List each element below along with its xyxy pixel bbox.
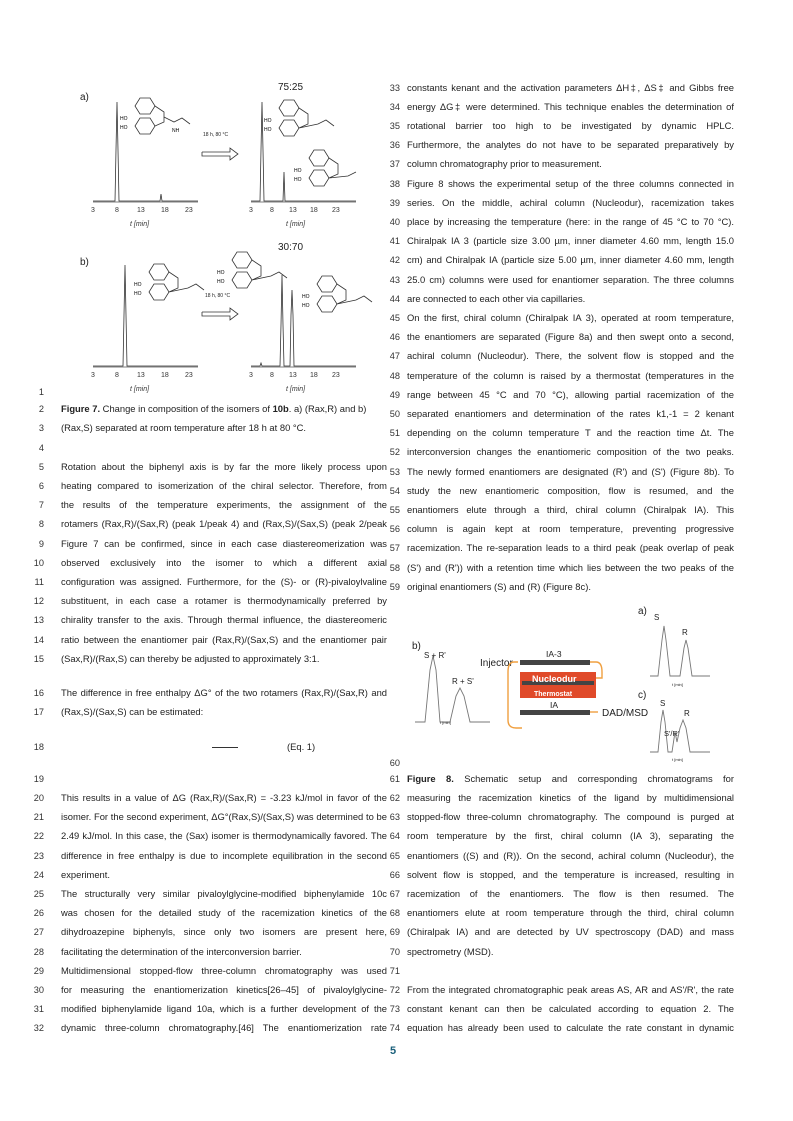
line-number: 48: [389, 371, 400, 381]
line-number: 21: [33, 812, 44, 822]
svg-text:HO: HO: [120, 116, 128, 122]
text-line: achiral column (Nucleodur). There, the solvent flow is stopped and the: [407, 350, 734, 361]
svg-text:HO: HO: [120, 125, 128, 131]
line-number: 54: [389, 486, 400, 496]
line-number: 44: [389, 294, 400, 304]
svg-text:HO: HO: [264, 127, 272, 133]
text-line: the results of the temperature experiments, the assignment of the: [61, 499, 387, 510]
ia-label: IA: [550, 700, 559, 710]
tick-label: 23: [185, 207, 193, 214]
text-line: heating compared to isomerization of the chiral selector. Therefore, from: [61, 480, 387, 491]
line-number: 19: [33, 774, 44, 784]
line-number: 45: [389, 313, 400, 323]
text-line: Chiralpak IA 3 (particle size 3.00 µm, inner diameter 4.60 mm, length 15.0: [407, 235, 734, 246]
line-number: 53: [389, 467, 400, 477]
svg-text:HO: HO: [217, 279, 225, 285]
fig8-peak-s: S: [654, 613, 660, 622]
line-number: 49: [389, 390, 400, 400]
text-line: place by increasing the temperature (here: in the range of 45 °C to 70 °C).: [407, 216, 734, 227]
line-number: 13: [33, 615, 44, 625]
line-number: 1: [38, 387, 44, 397]
figure-8-caption-line: enantiomers ((S) and (R)). On the second, achiral column (Nucleodur), the: [407, 850, 734, 861]
text-line: The structurally very similar pivaloylglycine-modified biphenylamide 10c: [61, 888, 387, 899]
line-number: 3: [38, 423, 44, 433]
line-number: 9: [38, 539, 44, 549]
text-line: series. On the middle, achiral column (Nucleodur), racemization takes: [407, 197, 734, 208]
line-number: 69: [389, 927, 400, 937]
text-line: was chosen for the detailed study of the racemization kinetics of the: [61, 907, 387, 918]
detector-label: DAD/MSD: [602, 708, 649, 719]
tick-label: 18: [310, 207, 318, 214]
text-line: (Rax,S)/(Sax,S) can be estimated:: [61, 706, 204, 717]
line-number: 47: [389, 351, 400, 361]
text-line: constants kenant and the activation parameters ΔH‡, ΔS‡ and Gibbs free: [407, 82, 734, 93]
x-axis-label: t [min]: [130, 221, 150, 228]
line-number: 40: [389, 217, 400, 227]
line-number: 22: [33, 831, 44, 841]
text-line: temperature of the column is raised by a thermostat (temperatures in the: [407, 370, 734, 381]
text-line: for measuring the enantiomerization kinetics[26–45] of pivaloylglycine-: [61, 984, 387, 995]
tick-label: 13: [289, 207, 297, 214]
equation-label: (Eq. 1): [287, 741, 316, 752]
line-number: 2: [38, 404, 44, 414]
tick-label: 13: [289, 372, 297, 379]
svg-text:HO: HO: [217, 270, 225, 276]
text-line: On the first, chiral column (Chiralpak IA 3), operated at room temperature,: [407, 312, 734, 323]
ia3-label: IA-3: [546, 649, 562, 659]
svg-text:HO: HO: [134, 282, 142, 288]
line-number: 27: [33, 927, 44, 937]
line-number: 10: [33, 558, 44, 568]
tick-label: 3: [249, 207, 253, 214]
fig8-label-a: a): [638, 606, 647, 617]
line-number: 63: [389, 812, 400, 822]
figure-7-label-a: a): [80, 92, 89, 103]
figure-8-caption-line: spectrometry (MSD).: [407, 946, 494, 957]
line-number: 67: [389, 889, 400, 899]
text-line: experiment.: [61, 869, 110, 880]
line-number: 36: [389, 140, 400, 150]
text-line: chirality transfer to the axis. Through thermal influence, the diastereomeric: [61, 614, 387, 625]
line-number: 33: [389, 83, 400, 93]
line-number: 17: [33, 707, 44, 717]
line-number: 70: [389, 947, 400, 957]
text-line: depending on the column temperature T and the reaction time Δt. The: [407, 427, 734, 438]
text-line: study the new enantiomeric composition, flow is resumed, and the: [407, 485, 734, 496]
line-number: 5: [38, 462, 44, 472]
svg-text:HO: HO: [264, 118, 272, 124]
line-number: 20: [33, 793, 44, 803]
text-line: Rotation about the biphenyl axis is by far the more likely process upon: [61, 461, 387, 472]
thermostat-label: Thermostat: [534, 691, 573, 698]
figure-8-caption-line: measuring the racemization kinetics of the ligand by multidimensional: [407, 792, 734, 803]
line-number: 72: [389, 985, 400, 995]
text-line: Figure 8 shows the experimental setup of the three columns connected in: [407, 178, 734, 189]
figure-7-label-b: b): [80, 257, 89, 268]
svg-text:HO: HO: [302, 303, 310, 309]
line-number: 23: [33, 851, 44, 861]
arrow-condition-a: 18 h, 80 °C: [203, 132, 229, 138]
figure-7-ratio-a: 75:25: [278, 82, 304, 93]
fig8-peak-r: R: [682, 628, 688, 637]
fig8-peak-s: S: [660, 699, 666, 708]
figure-8-caption-line: (Chiralpak IA) and are detected by UV spectroscopy (DAD) and mass: [407, 926, 734, 937]
text-line: facilitating the determination of the interconversion barrier.: [61, 946, 302, 957]
line-number: 15: [33, 654, 44, 664]
line-number: 16: [33, 688, 44, 698]
arrow-condition-b: 18 h, 80 °C: [205, 293, 231, 299]
text-line: racemization. The re-separation leads to a third peak (peak overlap of peak: [407, 542, 734, 553]
line-number: 73: [389, 1004, 400, 1014]
molecule-structure: [262, 94, 362, 204]
fig8-peak-s-r: S + R': [424, 651, 446, 660]
column-ia: [520, 710, 590, 715]
svg-text:HO: HO: [294, 177, 302, 183]
line-number: 62: [389, 793, 400, 803]
text-line: From the integrated chromatographic peak areas AS, AR and AS'/R', the rate: [407, 984, 734, 995]
tick-label: 23: [332, 207, 340, 214]
tick-label: 18: [161, 372, 169, 379]
column-ia3: [520, 660, 590, 665]
line-number: 26: [33, 908, 44, 918]
line-number: 50: [389, 409, 400, 419]
text-line: 25.0 cm) columns were used for enantiomer separation. The three columns: [407, 274, 734, 285]
text-line: Multidimensional stopped-flow three-column chromatography was used: [61, 965, 387, 976]
line-number: 61: [389, 774, 400, 784]
line-number: 6: [38, 481, 44, 491]
fig8-label-c: c): [638, 690, 647, 701]
line-number: 66: [389, 870, 400, 880]
text-line: constant kenant can then be calculated according to equation 2. The: [407, 1003, 734, 1014]
tick-label: 8: [270, 372, 274, 379]
text-line: (S') and (R')) with a retention time which lies between the two peaks of the: [407, 562, 734, 573]
text-line: range between 45 °C and 70 °C), allowing partial racemization of the: [407, 389, 734, 400]
text-line: dihydroazepine biphenyls, since only two isomers are present here,: [61, 926, 387, 937]
line-number: 51: [389, 428, 400, 438]
line-number: 65: [389, 851, 400, 861]
text-line: dynamic three-column chromatography.[46] The enantiomerization rate: [61, 1022, 387, 1033]
figure-8-caption-line: stopped-flow three-column chromatography. The compound is purged at: [407, 811, 734, 822]
line-number: 32: [33, 1023, 44, 1033]
fig8-peak-r-s: R + S': [452, 677, 474, 686]
line-number: 59: [389, 582, 400, 592]
text-line: original enantiomers (S) and (R) (Figure 8c).: [407, 581, 591, 592]
tick-label: 23: [185, 372, 193, 379]
figure-7-caption-line: (Rax,S) separated at room temperature after 18 h at 80 °C.: [61, 422, 307, 433]
text-line: column chromatography prior to measurement.: [407, 158, 602, 169]
x-axis-label: t [min]: [286, 386, 306, 393]
text-line: rotational barrier too high to be investigated by dynamic HPLC.: [407, 120, 734, 131]
figure-8-caption-line: racemization of the enantiomers. The flow is then resumed. The: [407, 888, 734, 899]
line-number: 7: [38, 500, 44, 510]
figure-7-caption-line: Figure 7. Change in composition of the isomers of 10b. a) (Rax,R) and b): [61, 403, 367, 414]
molecule-structure: [118, 92, 198, 152]
text-line: This results in a value of ΔG (Rax,R)/(Sax,R) = -3.23 kJ/mol in favor of the: [61, 792, 387, 803]
figure-8-caption-line: Figure 8. Schematic setup and corresponding chromatograms for: [407, 773, 734, 784]
figure-8-schematic: [410, 600, 730, 770]
figure-7-ratio-b: 30:70: [278, 242, 304, 253]
svg-text:HO: HO: [302, 294, 310, 300]
text-line: ratio between the enantiomer pair (Rax,R)/(Sax,S) and the enantiomer pair: [61, 634, 387, 645]
text-line: cm) and Chiralpak IA (particle size 5.00 µm, inner diameter 4.60 mm, length: [407, 254, 734, 265]
line-number: 38: [389, 179, 400, 189]
line-number: 42: [389, 255, 400, 265]
line-number: 35: [389, 121, 400, 131]
tick-label: 23: [332, 372, 340, 379]
tick-label: 3: [91, 207, 95, 214]
injector-label: Injector: [480, 658, 513, 669]
figure-8-caption-line: room temperature by the first, chiral column (IA 3), separating the: [407, 830, 734, 841]
x-axis-label: t [min]: [286, 221, 306, 228]
text-line: interconversion changes the enantiomeric composition of the two peaks.: [407, 446, 734, 457]
line-number: 74: [389, 1023, 400, 1033]
line-number: 24: [33, 870, 44, 880]
text-line: energy ΔG‡ were determined. This technique enables the determination of: [407, 101, 734, 112]
line-number: 8: [38, 519, 44, 529]
text-line: separated enantiomers and determination of the rates k1,-1 = 2 kenant: [407, 408, 734, 419]
tick-label: 18: [310, 372, 318, 379]
fig8-tmin: t [min]: [672, 682, 683, 687]
text-line: equation has already been used to calculate the rate constant in dynamic: [407, 1022, 734, 1033]
tick-label: 3: [91, 372, 95, 379]
fig8-tmin: t [min]: [672, 757, 683, 762]
text-line: column is again kept at room temperature, preventing progressive: [407, 523, 734, 534]
fig8-label-b: b): [412, 641, 421, 652]
text-line: modified biphenylamide ligand 10a, which is a further development of the: [61, 1003, 387, 1014]
tick-label: 8: [115, 207, 119, 214]
text-line: rotamers (Rax,R)/(Sax,R) (peak 1/peak 4) and (Rax,S)/(Sax,S) (peak 2/peak: [61, 518, 387, 529]
line-number: 46: [389, 332, 400, 342]
line-number: 71: [389, 966, 400, 976]
x-axis-label: t [min]: [130, 386, 150, 393]
molecule-structure: [132, 258, 212, 308]
reaction-arrow: [200, 142, 240, 164]
text-line: substituent, in each case a rotamer is thermodynamically preferred by: [61, 595, 387, 606]
line-number: 28: [33, 947, 44, 957]
line-number: 34: [389, 102, 400, 112]
svg-text:NH: NH: [172, 128, 180, 134]
svg-text:HO: HO: [294, 168, 302, 174]
figure-8-caption-line: enantiomers elute at room temperature through the third, chiral column: [407, 907, 734, 918]
line-number: 64: [389, 831, 400, 841]
svg-text:HO: HO: [134, 291, 142, 297]
line-number: 60: [389, 758, 400, 768]
line-number: 43: [389, 275, 400, 285]
figure-8-caption-line: solvent flow is stopped, and the temperature is increased, resulting in: [407, 869, 734, 880]
text-line: Figure 7 can be confirmed, since in each case diastereomerization was: [61, 538, 387, 549]
fig8-peak-r: R: [684, 709, 690, 718]
line-number: 55: [389, 505, 400, 515]
line-number: 29: [33, 966, 44, 976]
text-line: Furthermore, the analytes do not have to be separated preparatively by: [407, 139, 734, 150]
fig8-tmin: t [min]: [440, 720, 451, 725]
text-line: are connected to each other via capillaries.: [407, 293, 586, 304]
line-number: 39: [389, 198, 400, 208]
line-number: 52: [389, 447, 400, 457]
tick-label: 8: [115, 372, 119, 379]
tick-label: 13: [137, 207, 145, 214]
text-line: difference in free enthalpy is due to incomplete equilibration in the second: [61, 850, 387, 861]
line-number: 25: [33, 889, 44, 899]
text-line: isomer. For the second experiment, ΔG°(Rax,S)/(Sax,S) was determined to be: [61, 811, 387, 822]
line-number: 30: [33, 985, 44, 995]
text-line: configuration was assigned. Furthermore, for the (S)- or (R)-pivaloylvaline: [61, 576, 387, 587]
molecule-structure: [300, 270, 380, 320]
line-number: 18: [33, 742, 44, 752]
text-line: (Sax,R)/(Rax,S) can thereby be adjusted to approximately 3:1.: [61, 653, 320, 664]
text-line: The difference in free enthalpy ΔG° of the two rotamers (Rax,R)/(Sax,R) and: [61, 687, 387, 698]
tick-label: 8: [270, 207, 274, 214]
line-number: 14: [33, 635, 44, 645]
nucleodur-label: Nucleodur: [532, 674, 577, 684]
line-number: 57: [389, 543, 400, 553]
line-number: 4: [38, 443, 44, 453]
line-number: 58: [389, 563, 400, 573]
line-number: 37: [389, 159, 400, 169]
tick-label: 18: [161, 207, 169, 214]
line-number: 11: [34, 577, 44, 587]
text-line: enantiomers elute through a third, chiral column (Chiralpak IA). This: [407, 504, 734, 515]
tick-label: 13: [137, 372, 145, 379]
reaction-arrow: [200, 302, 240, 324]
line-number: 68: [389, 908, 400, 918]
text-line: 2.49 kJ/mol. In this case, the (Sax) isomer is thermodynamically favored. The: [61, 830, 387, 841]
line-number: 12: [33, 596, 44, 606]
text-line: the enantiomers are separated (Figure 8a) and then swept onto a second,: [407, 331, 734, 342]
line-number: 31: [33, 1004, 44, 1014]
text-line: The newly formed enantiomers are designated (R') and (S') (Figure 8b). To: [407, 466, 734, 477]
line-number: 41: [389, 236, 400, 246]
page-number: 5: [390, 1045, 397, 1057]
fig8-peak-mix: S'/R': [664, 729, 680, 738]
line-number: 56: [389, 524, 400, 534]
tick-label: 3: [249, 372, 253, 379]
text-line: observed exclusively into the isomer to which a different axial: [61, 557, 387, 568]
